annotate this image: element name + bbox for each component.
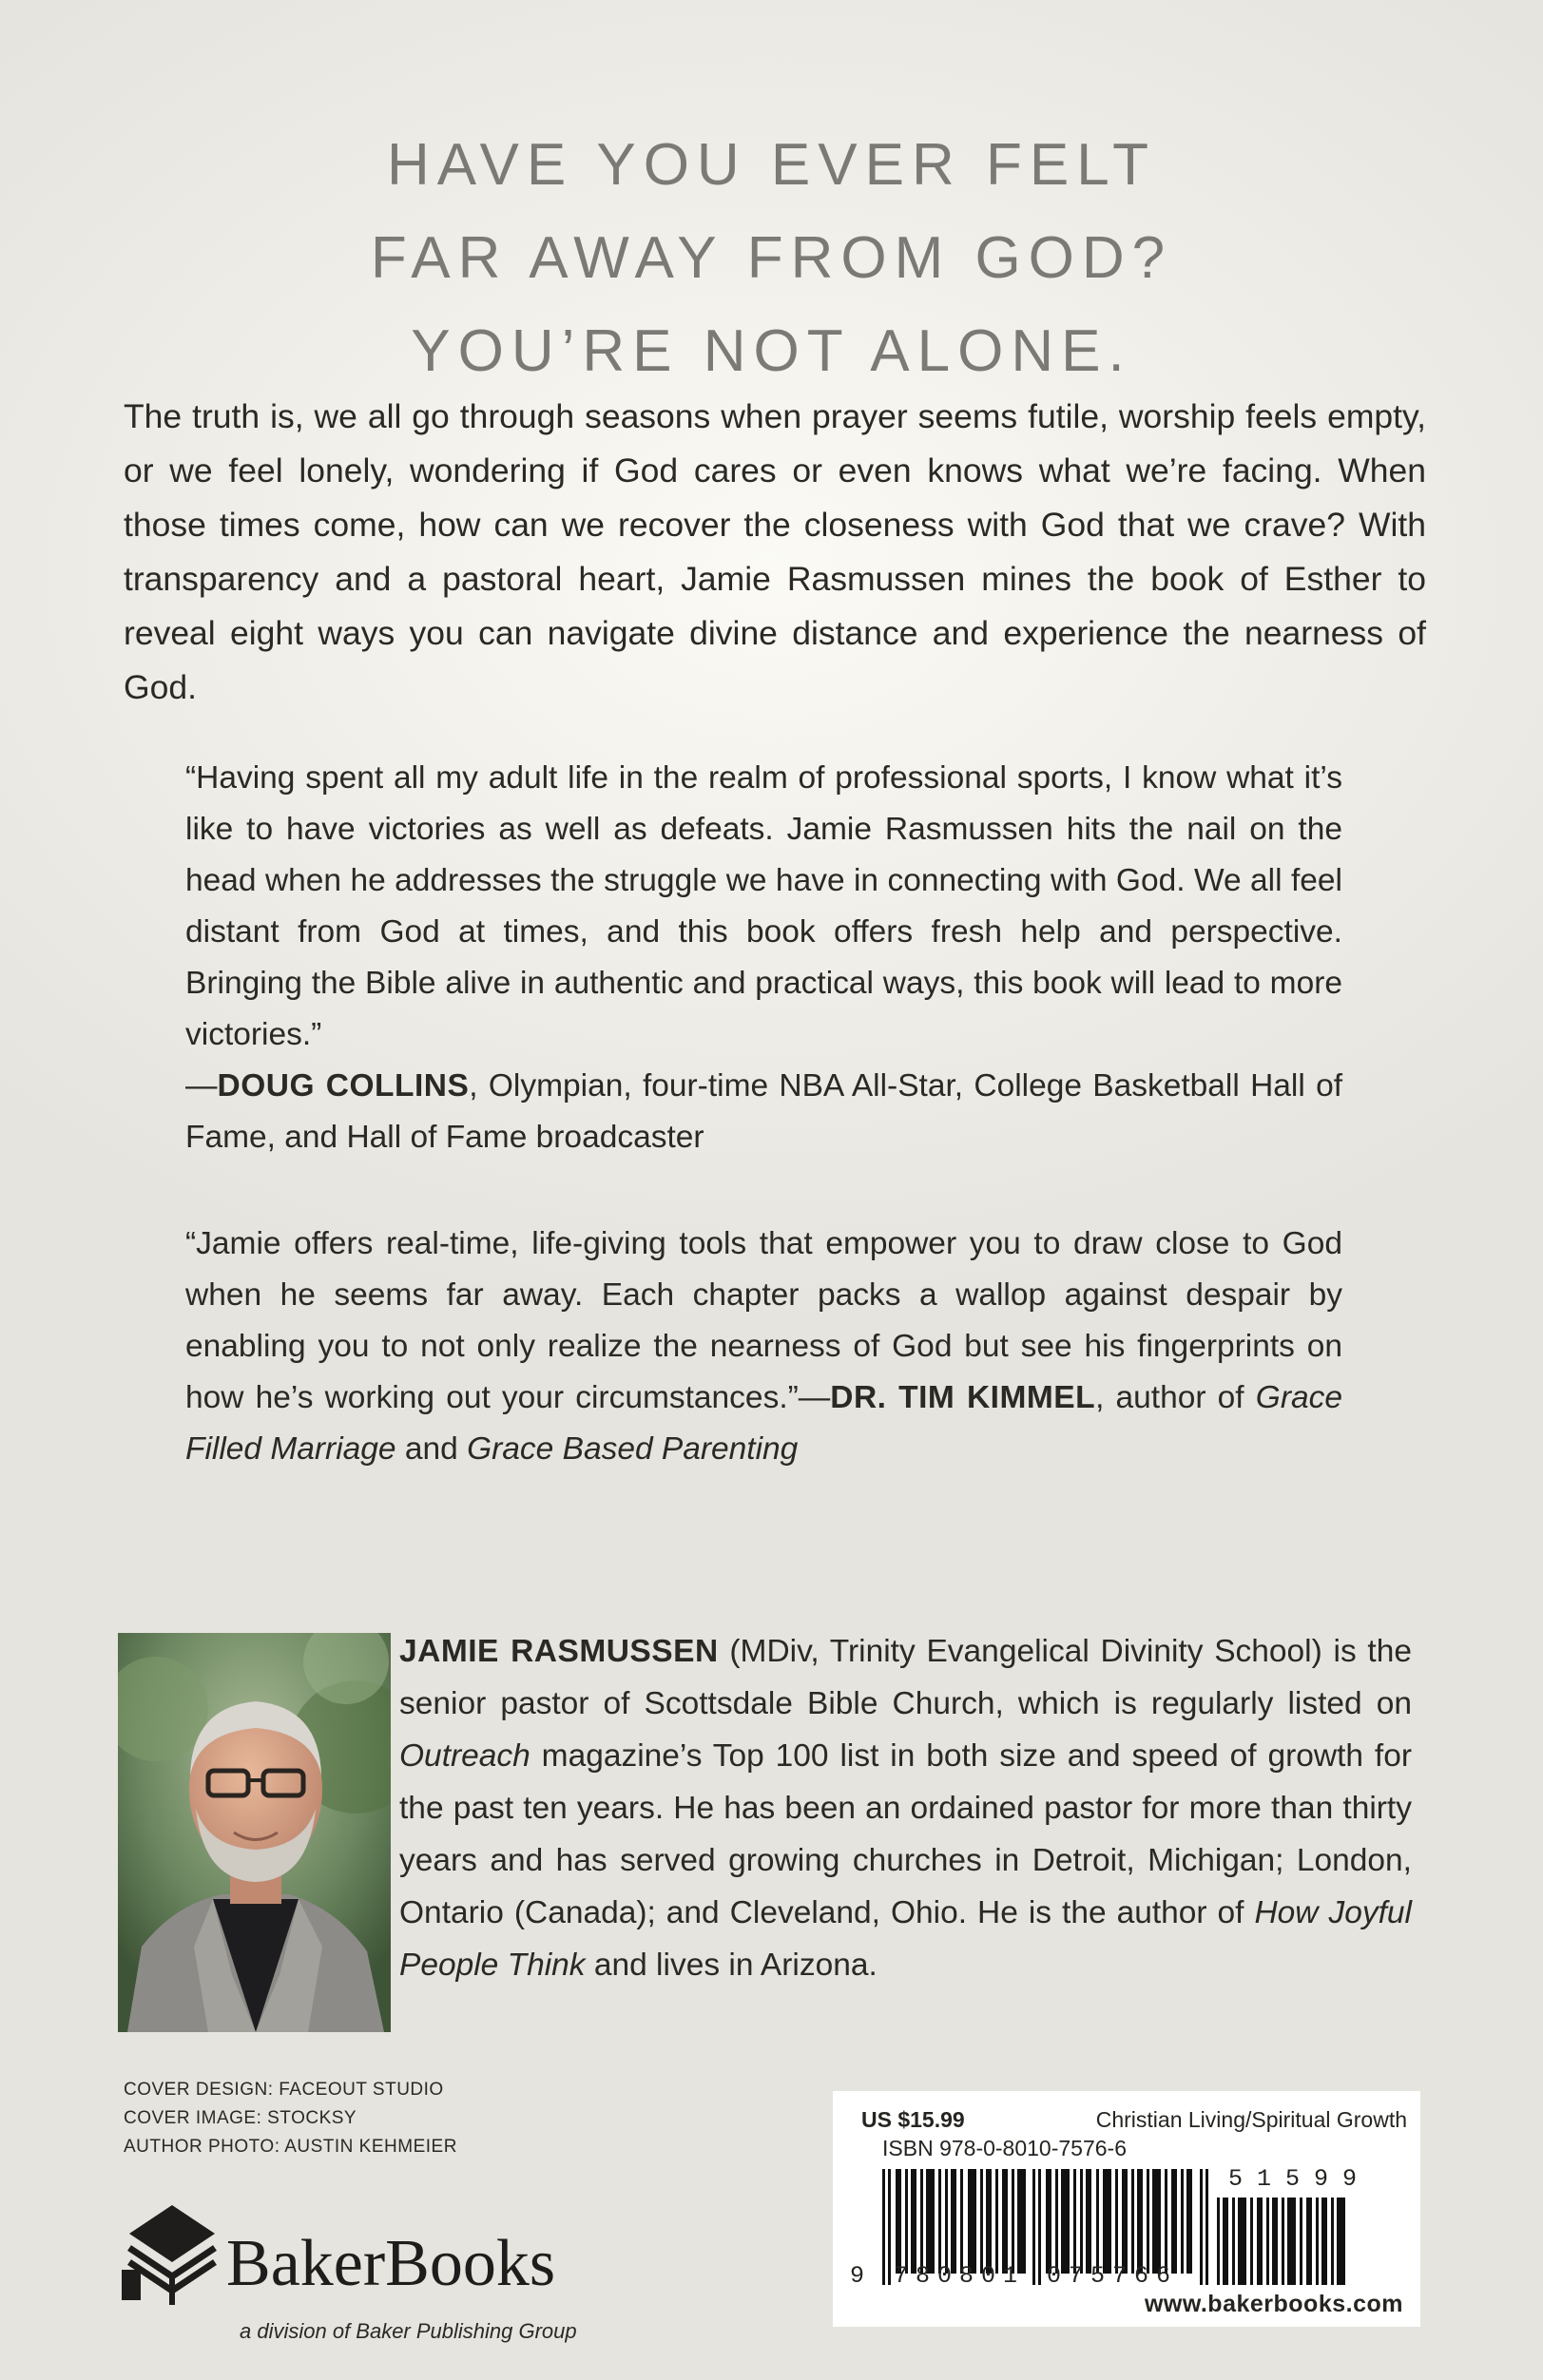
addon-barcode-bars xyxy=(1217,2198,1350,2285)
magazine-title: Outreach xyxy=(399,1738,530,1774)
book-title-grace-filled-marriage: Grace Filled Marriage xyxy=(185,1380,1342,1467)
isbn: ISBN 978-0-8010-7576-6 xyxy=(882,2136,1127,2160)
author-bio-part-3: and lives in Arizona. xyxy=(585,1948,878,1983)
endorser-name: DR. TIM KIMMEL xyxy=(830,1380,1096,1415)
endorsement-dash: — xyxy=(185,1068,218,1104)
author-photo xyxy=(118,1633,391,2032)
publisher-logo xyxy=(120,2196,614,2348)
author-portrait-illustration xyxy=(118,1633,391,2032)
bisac-category: Christian Living/Spiritual Growth xyxy=(1095,2107,1407,2132)
headline-line-3: YOU’RE NOT ALONE. xyxy=(411,318,1132,384)
intro-paragraph: The truth is, we all go through seasons when prayer seems futile, worship feels empty, or we feel lonely, wondering if God cares or even knows what we’re facing. When those times come, how can we recover the closeness with God that we crave? With transparency and a pastoral heart, Jamie Rasmussen mines the book of Esther to reveal eight ways you can navigate divine distance and experience the nearness of God. xyxy=(124,397,1426,706)
ean-digits: 9 780801 075766 xyxy=(850,2262,1179,2290)
headline-line-1: HAVE YOU EVER FELT xyxy=(387,132,1156,198)
author-book-title: How Joyful People Think xyxy=(399,1895,1412,1983)
author-bio-part-1: (MDiv, Trinity Evangelical Divinity School) is the senior pastor of Scottsdale Bible Church, which is regularly listed on xyxy=(399,1634,1412,1721)
website-url[interactable]: www.bakerbooks.com xyxy=(1144,2291,1403,2317)
endorser-name: DOUG COLLINS xyxy=(217,1068,470,1104)
endorser-credential-a: , author of xyxy=(1095,1380,1256,1415)
publisher-name: BakerBooks xyxy=(226,2227,556,2300)
book-stack-icon xyxy=(120,2196,224,2310)
author-bio xyxy=(399,1625,1412,1991)
endorsement-text: “Having spent all my adult life in the realm of professional sports, I know what it’s like to have victories as well as defeats. Jamie Rasmussen hits the nail on the head when he addresses the struggle we have in connecting with God. We all feel distant from God at times, and this book offers fresh help and perspective. Bringing the Bible alive in authentic and practical ways, this book will lead to more victories.” xyxy=(185,760,1342,1052)
book-title-grace-based-parenting: Grace Based Parenting xyxy=(467,1431,799,1467)
headline-line-2: FAR AWAY FROM GOD? xyxy=(370,225,1173,291)
endorser-credential-b: and xyxy=(395,1431,468,1467)
credit-author-photo: AUTHOR PHOTO: AUSTIN KEHMEIER xyxy=(124,2137,457,2157)
publisher-subtitle: a division of Baker Publishing Group xyxy=(240,2319,577,2343)
author-name: JAMIE RASMUSSEN xyxy=(399,1634,719,1669)
endorser-credential: , Olympian, four-time NBA All-Star, College Basketball Hall of Fame, and Hall of Fame broadcaster xyxy=(185,1068,1343,1155)
price: US $15.99 xyxy=(861,2107,965,2132)
addon-digits: 51599 xyxy=(1228,2165,1372,2193)
endorsement-text: “Jamie offers real-time, life-giving tools that empower you to draw close to God when he seems far away. Each chapter packs a wallop against despair by enabling you to not only realize the nearness of God but see his fingerprints on how he’s working out your circumstances.” xyxy=(185,1226,1342,1415)
barcode-box xyxy=(833,2091,1420,2327)
endorsement-tim-kimmel xyxy=(185,1219,1342,1475)
credit-cover-image: COVER IMAGE: STOCKSY xyxy=(124,2108,357,2128)
endorsement-doug-collins xyxy=(185,753,1342,1163)
credit-cover-design: COVER DESIGN: FACEOUT STUDIO xyxy=(124,2080,444,2100)
cover-credits xyxy=(124,2076,457,2161)
endorsement-dash: — xyxy=(798,1380,831,1415)
author-bio-part-2: magazine’s Top 100 list in both size and speed of growth for the past ten years. He has been an ordained pastor for more than thirty years and has served growing churches in Detroit, Michigan; London, Ontario (Canada); and Cleveland, Ohio. He is the author of xyxy=(399,1738,1412,1930)
headline xyxy=(0,119,1543,398)
